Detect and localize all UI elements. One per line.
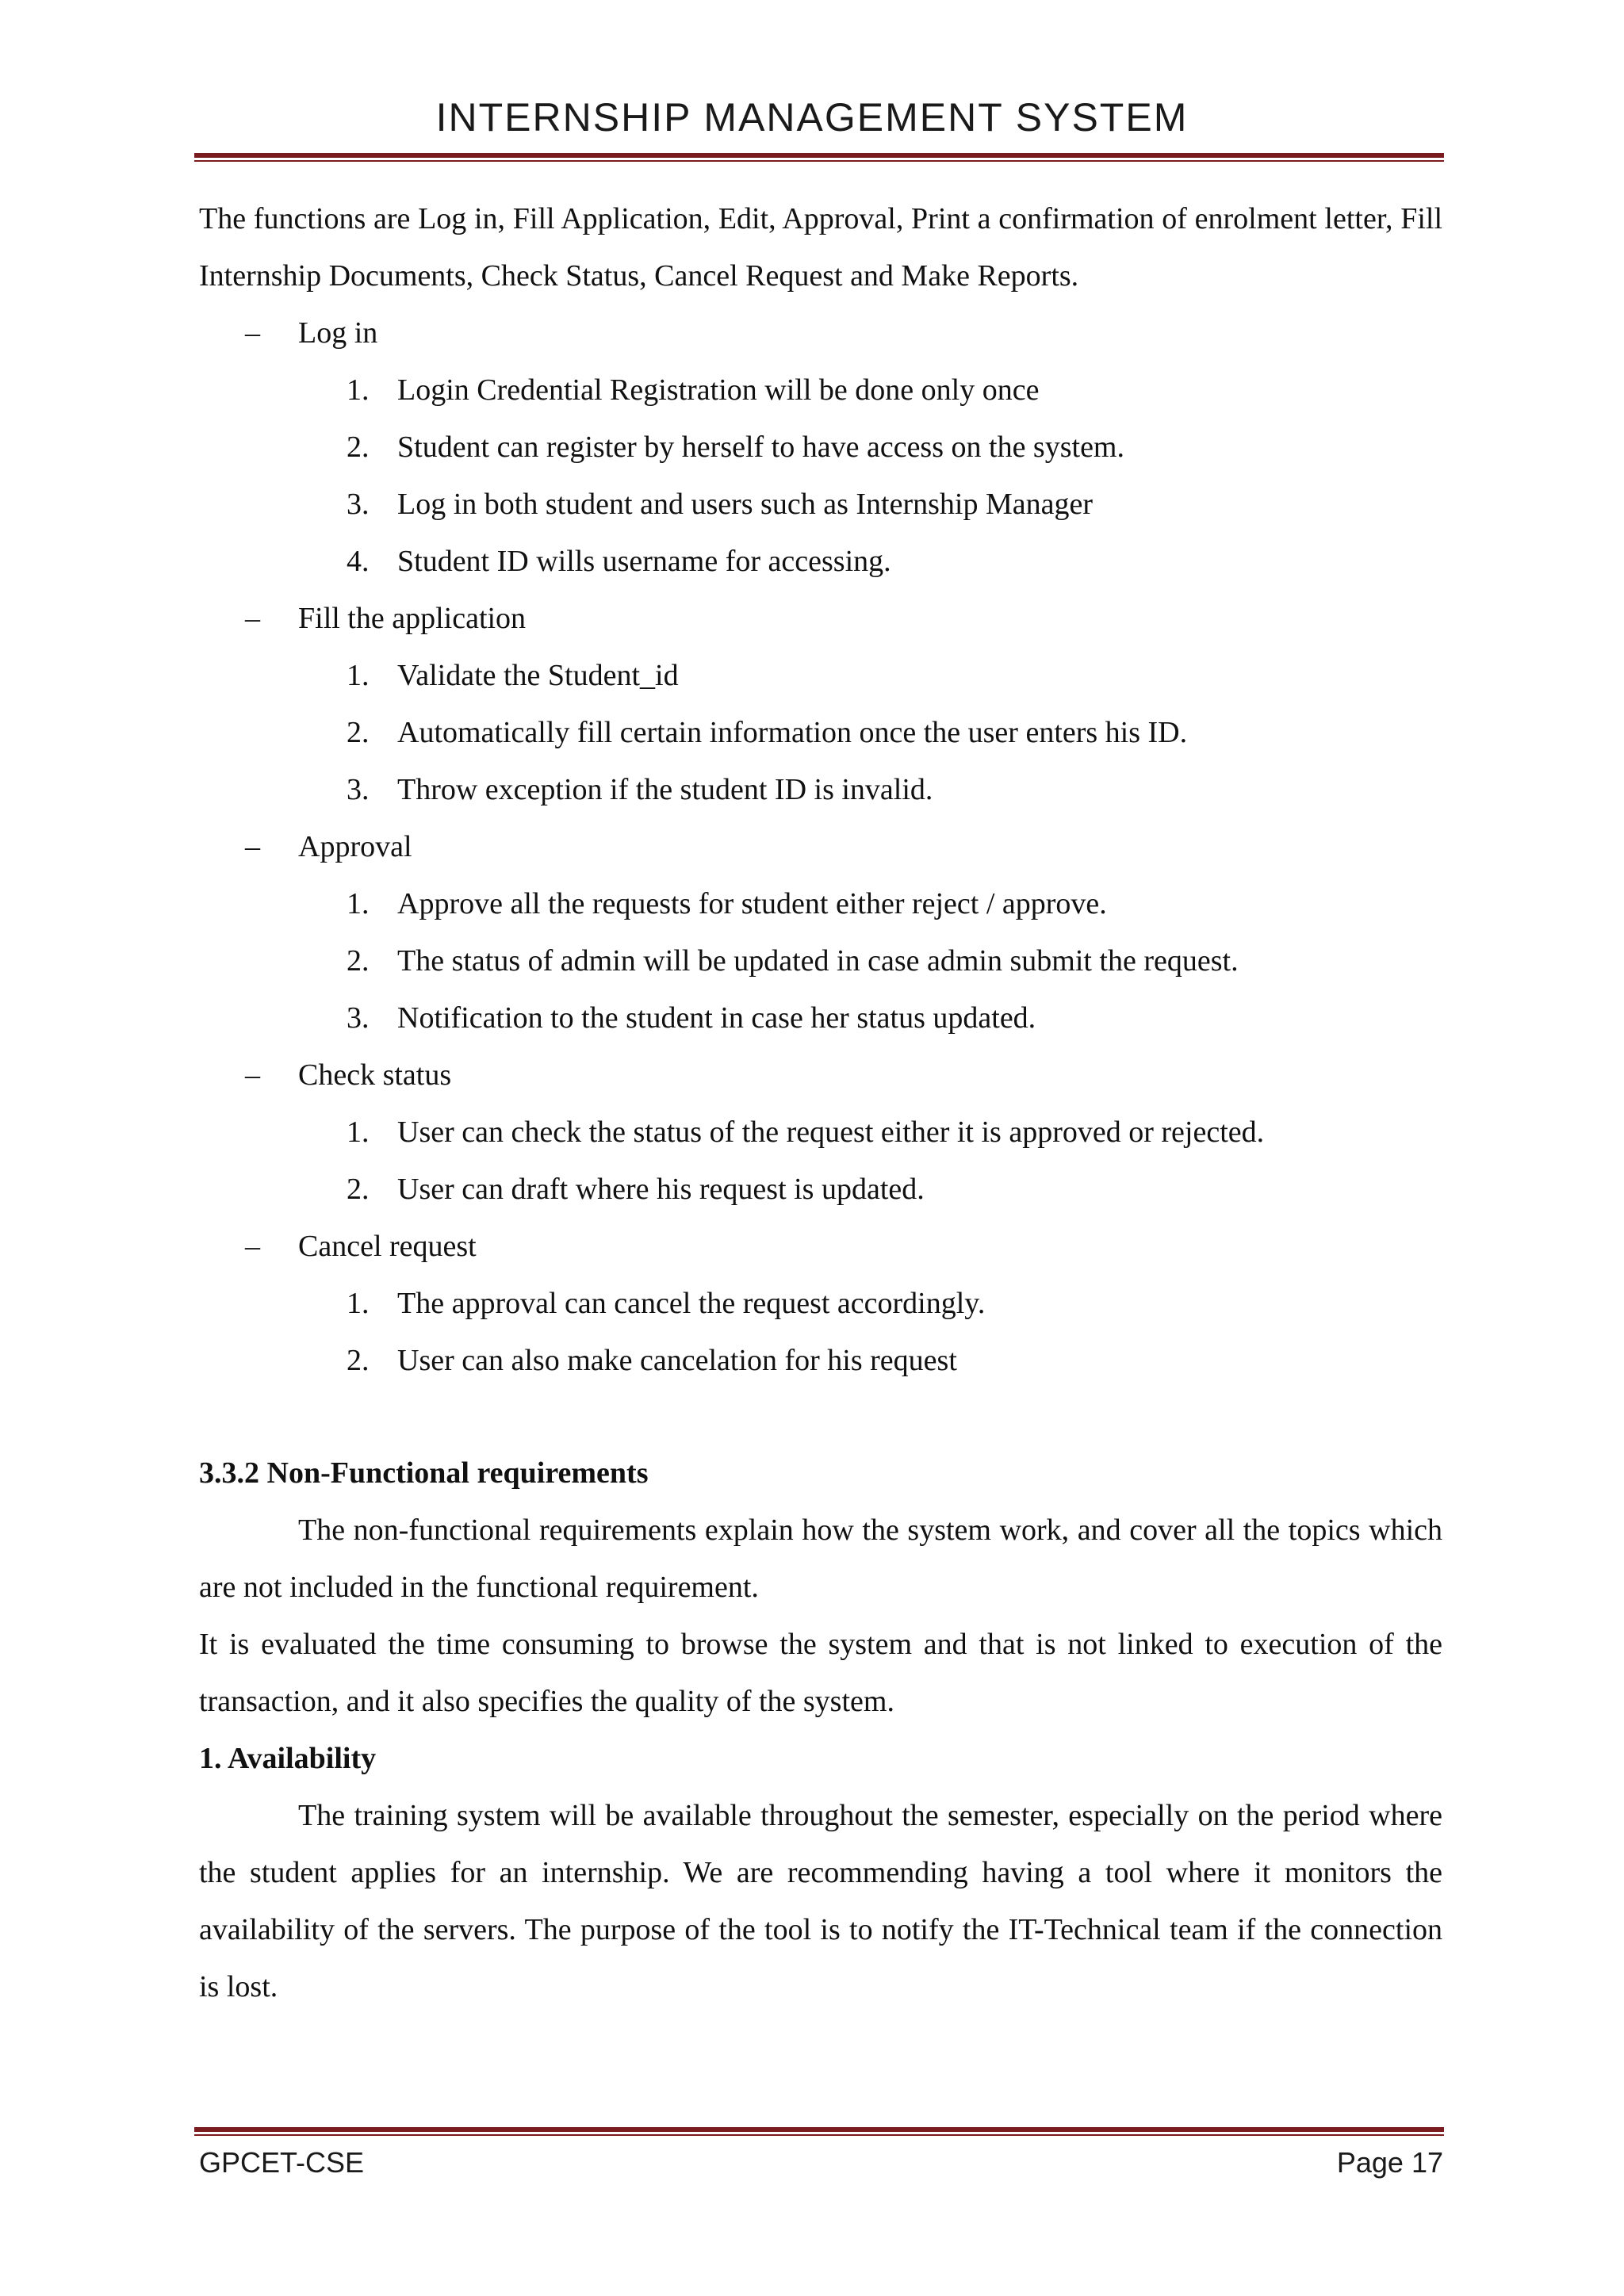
list-item: 1. Approve all the requests for student either reject / approve.	[347, 887, 1107, 920]
section-title: Check status	[298, 1058, 452, 1092]
section-cancel-request	[199, 1218, 1442, 1275]
header-rule	[194, 153, 1444, 163]
availability-paragraph: The training system will be available throughout the semester, especially on the period where the student applies for an internship. We are recommending having a tool where it monitors the availability of the servers. The purpose of the tool is to notify the IT-Technical team if the connection is lost.	[199, 1799, 1442, 2003]
dash-bullet: –	[245, 1058, 260, 1092]
nfr-heading: 3.3.2 Non-Functional requirements	[199, 1456, 649, 1490]
dash-bullet: –	[245, 1230, 260, 1263]
section-title: Approval	[298, 830, 412, 863]
footer-institution: GPCET-CSE	[199, 2146, 365, 2179]
section-title: Log in	[298, 316, 378, 350]
list-item: 1. Login Credential Registration will be done only once	[347, 373, 1040, 407]
list-item: 1. Validate the Student_id	[347, 659, 679, 692]
dash-bullet: –	[245, 602, 260, 635]
section-login	[199, 304, 1442, 362]
nfr-paragraph-1: The non-functional requirements explain how the system work, and cover all the topics which are not included in the functional requirement.	[199, 1513, 1442, 1604]
list-item: 2. The status of admin will be updated in case admin submit the request.	[347, 944, 1239, 978]
list-item: 3. Log in both student and users such as Internship Manager	[347, 488, 1093, 521]
section-approval	[199, 818, 1442, 875]
section-title: Fill the application	[298, 602, 527, 635]
footer-page-number: Page 17	[1336, 2146, 1443, 2179]
list-item: 1. User can check the status of the request either it is approved or rejected.	[347, 1115, 1265, 1149]
list-item: 2. User can draft where his request is updated.	[347, 1173, 925, 1206]
list-item: 3. Notification to the student in case her status updated.	[347, 1001, 1036, 1035]
footer-rule	[194, 2127, 1444, 2137]
section-check-status	[199, 1047, 1442, 1104]
list-item: 2. Automatically fill certain information once the user enters his ID.	[347, 716, 1188, 749]
dash-bullet: –	[245, 830, 260, 863]
intro-paragraph: The functions are Log in, Fill Application, Edit, Approval, Print a confirmation of enrolment letter, Fill Internship Documents, Check Status, Cancel Request and Make Reports.	[199, 202, 1442, 293]
page-header-title: INTERNSHIP MANAGEMENT SYSTEM	[435, 95, 1189, 140]
list-item: 1. The approval can cancel the request accordingly.	[347, 1287, 986, 1320]
dash-bullet: –	[245, 316, 260, 350]
availability-heading: 1. Availability	[199, 1742, 377, 1775]
list-item: 4. Student ID wills username for accessing.	[347, 545, 891, 578]
page-content	[199, 190, 1442, 2015]
functions-list	[199, 304, 1442, 1389]
list-item: 3. Throw exception if the student ID is invalid.	[347, 773, 933, 806]
list-item: 2. Student can register by herself to have access on the system.	[347, 430, 1124, 464]
list-item: 2. User can also make cancelation for his request	[347, 1344, 957, 1377]
section-title: Cancel request	[298, 1230, 477, 1263]
nfr-paragraph-2: It is evaluated the time consuming to browse the system and that is not linked to execution of the transaction, and it also specifies the quality of the system.	[199, 1628, 1442, 1718]
section-fill-application	[199, 590, 1442, 647]
